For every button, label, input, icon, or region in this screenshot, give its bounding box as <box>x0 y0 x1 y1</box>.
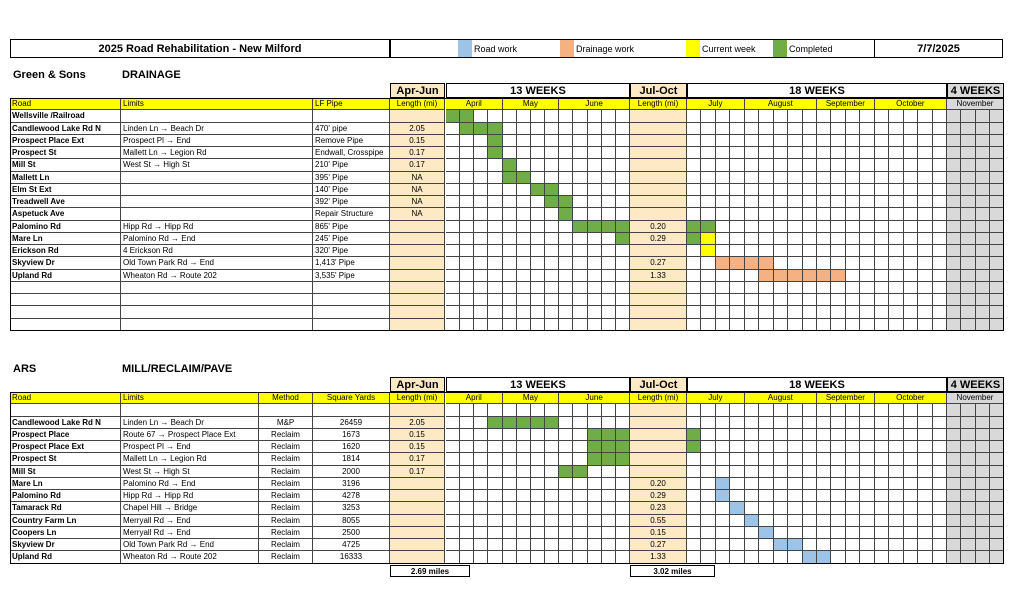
lf-pipe: 1,413' Pipe <box>313 257 390 269</box>
road-limits: Hipp Rd → Hipp Rd <box>121 490 259 502</box>
road-name: Coopers Ln <box>10 527 121 539</box>
length-p2: 0.27 <box>630 539 687 551</box>
report-date: 7/7/2025 <box>917 42 960 55</box>
total-miles-p1: 2.69 miles <box>390 565 470 577</box>
lf-pipe: Endwall, Crosspipe <box>313 147 390 159</box>
column-header-length-p2: Length (mi) <box>630 98 687 110</box>
road-name: Skyview Dr <box>10 257 121 269</box>
legend-label: Current week <box>702 44 756 54</box>
method: Reclaim <box>259 478 313 490</box>
road-name: Prospect Place <box>10 429 121 441</box>
road-limits: Chapel Hill → Bridge <box>121 502 259 514</box>
table-border <box>10 392 1004 564</box>
road-name: Mill St <box>10 466 121 478</box>
method: Reclaim <box>259 515 313 527</box>
square-yards: 4278 <box>313 490 390 502</box>
length-p2: 0.29 <box>630 233 687 245</box>
road-limits: Linden Ln → Beach Dr <box>121 417 259 429</box>
road-limits: Old Town Park Rd → End <box>121 257 313 269</box>
length-p2: 0.27 <box>630 257 687 269</box>
length-p2: 0.20 <box>630 221 687 233</box>
length-p1: 2.05 <box>390 123 445 135</box>
method: Reclaim <box>259 502 313 514</box>
road-name: Mare Ln <box>10 233 121 245</box>
month-label: May <box>503 392 560 404</box>
month-label: November <box>947 392 1004 404</box>
length-p2: 0.29 <box>630 490 687 502</box>
period-header-apr-jun: Apr-Jun <box>390 377 445 392</box>
length-p1: 0.17 <box>390 159 445 171</box>
road-name: Palomino Rd <box>10 490 121 502</box>
road-limits: Wheaton Rd → Route 202 <box>121 551 259 563</box>
lf-pipe: 470' pipe <box>313 123 390 135</box>
road-limits: Mallett Ln → Legion Rd <box>121 147 313 159</box>
month-label: August <box>745 98 817 110</box>
road-name: Upland Rd <box>10 551 121 563</box>
road-name: Wellsville /Railroad <box>10 110 121 122</box>
road-name: Erickson Rd <box>10 245 121 257</box>
road-name: Prospect Place Ext <box>10 441 121 453</box>
column-header: Limits <box>121 392 259 404</box>
drainage-type: DRAINAGE <box>122 69 181 81</box>
lf-pipe: Remove Pipe <box>313 135 390 147</box>
square-yards: 8055 <box>313 515 390 527</box>
method: Reclaim <box>259 441 313 453</box>
road-limits: Route 67 → Prospect Place Ext <box>121 429 259 441</box>
road-name: Upland Rd <box>10 270 121 282</box>
length-p1: NA <box>390 208 445 220</box>
lf-pipe: 210' Pipe <box>313 159 390 171</box>
legend-label: Completed <box>789 44 833 54</box>
road-limits: West St → High St <box>121 466 259 478</box>
legend-swatch <box>458 40 472 57</box>
road-limits: Merryall Rd → End <box>121 515 259 527</box>
month-label: October <box>875 98 947 110</box>
road-name: Candlewood Lake Rd N <box>10 123 121 135</box>
column-header: Road <box>10 98 121 110</box>
lf-pipe: 320' Pipe <box>313 245 390 257</box>
road-limits: Hipp Rd → Hipp Rd <box>121 221 313 233</box>
column-header: Limits <box>121 98 313 110</box>
month-label: April <box>446 392 503 404</box>
road-limits: Merryall Rd → End <box>121 527 259 539</box>
road-limits: Palomino Rd → End <box>121 233 313 245</box>
month-label: September <box>817 392 875 404</box>
weeks-header-4: 4 WEEKS <box>947 377 1004 392</box>
length-p1: 0.17 <box>390 453 445 465</box>
lf-pipe: 395' Pipe <box>313 172 390 184</box>
road-name: Prospect Place Ext <box>10 135 121 147</box>
road-limits: Linden Ln → Beach Dr <box>121 123 313 135</box>
method: Reclaim <box>259 490 313 502</box>
weeks-header-18: 18 WEEKS <box>687 83 947 98</box>
square-yards: 2000 <box>313 466 390 478</box>
road-name: Mill St <box>10 159 121 171</box>
month-label: June <box>559 392 630 404</box>
road-name: Prospect St <box>10 147 121 159</box>
length-p1: 0.15 <box>390 135 445 147</box>
road-limits: Old Town Park Rd → End <box>121 539 259 551</box>
month-label: June <box>559 98 630 110</box>
paving-type: MILL/RECLAIM/PAVE <box>122 363 233 375</box>
length-p1: NA <box>390 172 445 184</box>
road-limits: Prospect Pl → End <box>121 441 259 453</box>
method: Reclaim <box>259 551 313 563</box>
paving-contractor: ARS <box>13 363 37 375</box>
road-name: Candlewood Lake Rd N <box>10 417 121 429</box>
month-label: October <box>875 392 947 404</box>
method: Reclaim <box>259 539 313 551</box>
weeks-header-13: 13 WEEKS <box>446 377 630 392</box>
length-p1: 0.15 <box>390 429 445 441</box>
road-limits: West St → High St <box>121 159 313 171</box>
length-p2: 0.23 <box>630 502 687 514</box>
length-p2: 0.55 <box>630 515 687 527</box>
length-p2: 1.33 <box>630 551 687 563</box>
period-header-jul-oct: Jul-Oct <box>630 377 687 392</box>
road-limits: Prospect Pl → End <box>121 135 313 147</box>
month-label: May <box>503 98 560 110</box>
road-limits: Palomino Rd → End <box>121 478 259 490</box>
road-name: Treadwell Ave <box>10 196 121 208</box>
total-miles-p2: 3.02 miles <box>630 565 715 577</box>
month-label: April <box>446 98 503 110</box>
legend-swatch <box>686 40 700 57</box>
road-name: Elm St Ext <box>10 184 121 196</box>
square-yards: 4725 <box>313 539 390 551</box>
length-p1: 2.05 <box>390 417 445 429</box>
legend-swatch <box>560 40 574 57</box>
column-header-length-p1: Length (mi) <box>390 98 445 110</box>
month-label: August <box>745 392 817 404</box>
method: M&P <box>259 417 313 429</box>
period-header-apr-jun: Apr-Jun <box>390 83 445 98</box>
column-header: LF Pipe <box>313 98 390 110</box>
lf-pipe: 140' Pipe <box>313 184 390 196</box>
square-yards: 1814 <box>313 453 390 465</box>
month-label: September <box>817 98 875 110</box>
period-header-jul-oct: Jul-Oct <box>630 83 687 98</box>
column-header: Road <box>10 392 121 404</box>
road-name: Prospect St <box>10 453 121 465</box>
weeks-header-13: 13 WEEKS <box>446 83 630 98</box>
month-label: July <box>687 392 745 404</box>
date-cell <box>874 39 1003 58</box>
road-name: Aspetuck Ave <box>10 208 121 220</box>
road-name: Skyview Dr <box>10 539 121 551</box>
lf-pipe: Repair Structure <box>313 208 390 220</box>
square-yards: 2500 <box>313 527 390 539</box>
square-yards: 3196 <box>313 478 390 490</box>
drainage-contractor: Green & Sons <box>13 69 86 81</box>
lf-pipe: 865' Pipe <box>313 221 390 233</box>
legend-label: Road work <box>474 44 518 54</box>
length-p1: 0.17 <box>390 147 445 159</box>
length-p1: 0.15 <box>390 441 445 453</box>
square-yards: 3253 <box>313 502 390 514</box>
page-title: 2025 Road Rehabilitation - New Milford <box>98 42 302 55</box>
length-p1: 0.17 <box>390 466 445 478</box>
road-limits: Mallett Ln → Legion Rd <box>121 453 259 465</box>
month-label: July <box>687 98 745 110</box>
method: Reclaim <box>259 466 313 478</box>
column-header: Method <box>259 392 313 404</box>
month-label: November <box>947 98 1004 110</box>
length-p1: NA <box>390 196 445 208</box>
road-limits: Wheaton Rd → Route 202 <box>121 270 313 282</box>
length-p2: 0.15 <box>630 527 687 539</box>
length-p2: 0.20 <box>630 478 687 490</box>
length-p1: NA <box>390 184 445 196</box>
square-yards: 1673 <box>313 429 390 441</box>
lf-pipe: 3,535' Pipe <box>313 270 390 282</box>
road-name: Tamarack Rd <box>10 502 121 514</box>
road-name: Palomino Rd <box>10 221 121 233</box>
weeks-header-18: 18 WEEKS <box>687 377 947 392</box>
square-yards: 16333 <box>313 551 390 563</box>
column-header: Square Yards <box>313 392 390 404</box>
column-header-length-p1: Length (mi) <box>390 392 445 404</box>
road-limits: 4 Erickson Rd <box>121 245 313 257</box>
column-header-length-p2: Length (mi) <box>630 392 687 404</box>
title-cell <box>10 39 390 58</box>
method: Reclaim <box>259 527 313 539</box>
lf-pipe: 245' Pipe <box>313 233 390 245</box>
lf-pipe: 392' Pipe <box>313 196 390 208</box>
square-yards: 26459 <box>313 417 390 429</box>
table-border <box>10 98 1004 331</box>
legend-label: Drainage work <box>576 44 635 54</box>
method: Reclaim <box>259 453 313 465</box>
road-name: Mare Ln <box>10 478 121 490</box>
method: Reclaim <box>259 429 313 441</box>
length-p2: 1.33 <box>630 270 687 282</box>
road-name: Mallett Ln <box>10 172 121 184</box>
road-name: Country Farm Ln <box>10 515 121 527</box>
square-yards: 1620 <box>313 441 390 453</box>
weeks-header-4: 4 WEEKS <box>947 83 1004 98</box>
legend-swatch <box>773 40 787 57</box>
